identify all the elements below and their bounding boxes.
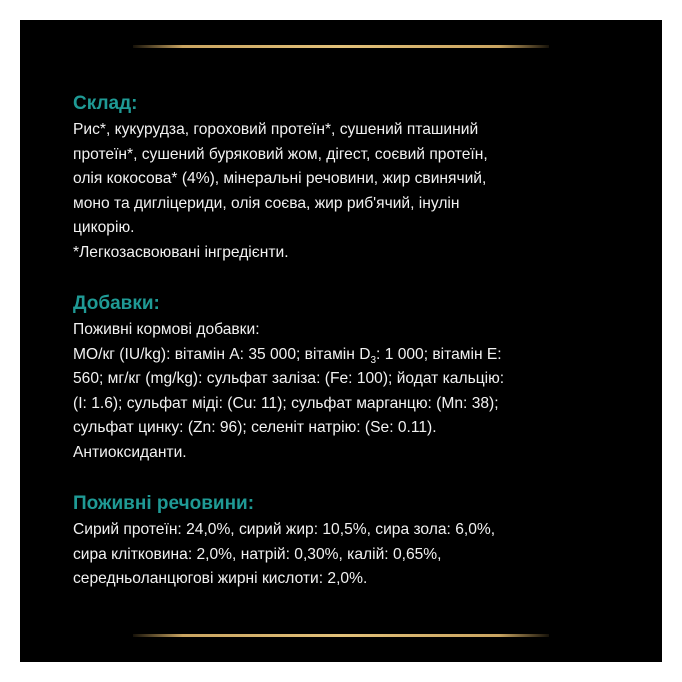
additives-vitamins-line [73, 343, 633, 368]
label-content [73, 92, 633, 619]
composition-line: цикорію. [73, 219, 135, 236]
nutrients-line: сира клітковина: 2,0%, натрій: 0,30%, калій: 0,65%, [73, 545, 442, 563]
nutrients-heading: Поживні речовини: [73, 493, 255, 514]
composition-line: Рис*, кукурудза, гороховий протеїн*, сушений пташиний [73, 121, 479, 138]
nutrients-line: середньоланцюгові жирні кислоти: 2,0%. [73, 570, 368, 587]
composition-section [73, 92, 633, 265]
composition-line: протеїн*, сушений буряковий жом, дігест, соєвий протеїн, [73, 145, 488, 163]
additives-text: МО/кг (IU/kg): вітамін А: 35 000; вітамін D [73, 345, 371, 363]
additives-line: Антиоксиданти. [73, 443, 187, 461]
additives-heading: Добавки: [73, 293, 160, 314]
nutrients-line: Сирий протеїн: 24,0%, сирий жир: 10,5%, сира зола: 6,0%, [73, 521, 496, 538]
additives-line: сульфат цинку: (Zn: 96); селеніт натрію: (Se: 0.11). [73, 419, 437, 436]
vitamin-d-subscript: 3 [370, 354, 377, 366]
additives-line: 560; мг/кг (mg/kg): сульфат заліза: (Fe: 100); йодат кальцію: [73, 370, 505, 387]
composition-heading: Склад: [73, 93, 138, 114]
composition-line: моно та дигліцериди, олія соєва, жир риб'ячий, інулін [73, 194, 460, 212]
composition-line: олія кокосова* (4%), мінеральні речовини, жир свинячий, [73, 170, 487, 187]
nutrients-section [73, 492, 633, 592]
additives-line: Поживні кормові добавки: [73, 321, 260, 338]
label-panel [20, 20, 662, 662]
additives-section [73, 292, 633, 465]
composition-footnote: *Легкозасвоювані інгредієнти. [73, 243, 289, 261]
additives-line: (I: 1.6); сульфат міді: (Cu: 11); сульфат марганцю: (Mn: 38); [73, 394, 499, 412]
bottom-gold-divider [133, 634, 549, 637]
additives-text: : 1 000; вітамін Е: [376, 345, 502, 363]
top-gold-divider [133, 45, 549, 48]
